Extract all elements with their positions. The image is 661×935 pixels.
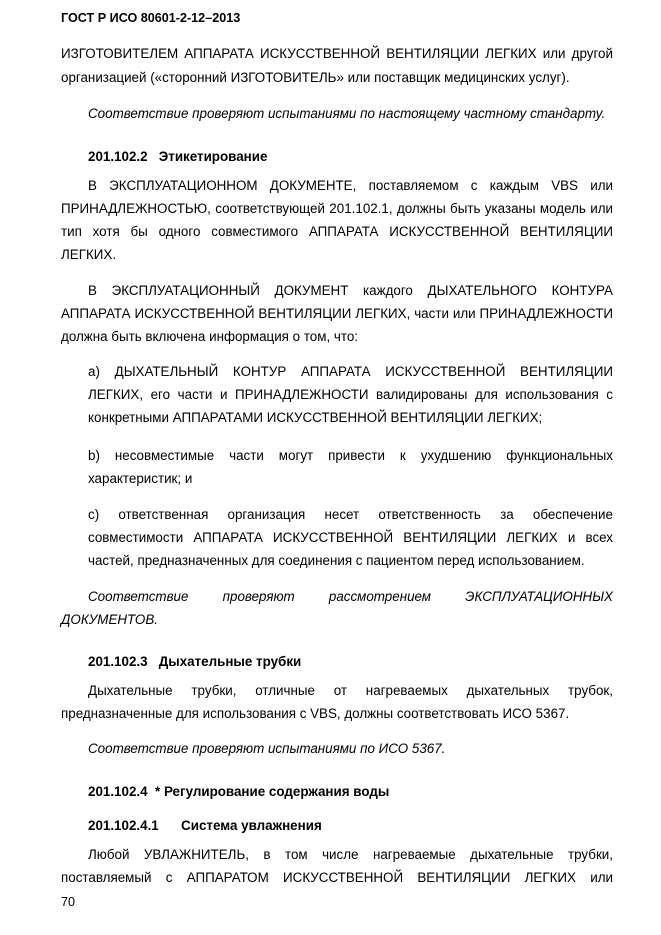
text-line: должна быть включена информация о том, что: — [61, 329, 359, 344]
page-number: 70 — [61, 895, 76, 909]
list-item-a-cont: конкретными АППАРАТАМИ ИСКУССТВЕННОЙ ВЕНТИЛЯЦИИ ЛЕГКИХ; — [88, 410, 543, 425]
compliance-note: Соответствие проверяют испытаниями по ИСО 5367. — [88, 741, 446, 756]
text-line: АППАРАТА ИСКУССТВЕННОЙ ВЕНТИЛЯЦИИ ЛЕГКИХ, части или ПРИНАДЛЕЖНОСТИ — [61, 306, 613, 321]
compliance-note: Соответствие проверяют испытаниями по настоящему частному стандарту. — [88, 106, 606, 121]
text-line: предназначенные для использования с VBS, должны соответствовать ИСО 5367. — [61, 706, 570, 721]
section-heading: 201.102.3 Дыхательные трубки — [88, 654, 302, 669]
list-item-c: c) ответственная организация несет ответственность за обеспечение — [88, 507, 613, 522]
compliance-note: Соответствие проверяют рассмотрением ЭКСПЛУАТАЦИОННЫХ — [88, 589, 613, 604]
subsection-heading: 201.102.4.1 Система увлажнения — [88, 818, 322, 833]
list-item-b-cont: характеристик; и — [88, 471, 193, 486]
text-line: организацией («сторонний ИЗГОТОВИТЕЛЬ» или поставщик медицинских услуг). — [61, 70, 570, 85]
text-line: ПРИНАДЛЕЖНОСТЬЮ, соответствующей 201.102.1, должны быть указаны модель или — [61, 201, 613, 216]
text-line: Любой УВЛАЖНИТЕЛЬ, в том числе нагреваемые дыхательные трубки, — [88, 847, 613, 862]
list-item-b: b) несовместимые части могут привести к ухудшению функциональных — [88, 448, 613, 463]
list-item-a-cont: ЛЕГКИХ, его части и ПРИНАДЛЕЖНОСТИ валидированы для использования с — [88, 387, 613, 402]
text-line: В ЭКСПЛУАТАЦИОННОМ ДОКУМЕНТЕ, поставляемом с каждым VBS или — [88, 178, 613, 193]
text-line: Дыхательные трубки, отличные от нагреваемых дыхательных трубок, — [88, 683, 613, 698]
compliance-note-cont: ДОКУМЕНТОВ. — [61, 612, 159, 627]
text-line: ИЗГОТОВИТЕЛЕМ АППАРАТА ИСКУССТВЕННОЙ ВЕНТИЛЯЦИИ ЛЕГКИХ или другой — [61, 46, 613, 61]
text-line: ЛЕГКИХ. — [61, 247, 117, 262]
list-item-c-cont: частей, предназначенных для соединения с пациентом перед использованием. — [88, 553, 585, 568]
text-line: поставляемый с АППАРАТОМ ИСКУССТВЕННОЙ ВЕНТИЛЯЦИИ ЛЕГКИХ или — [61, 870, 613, 885]
section-heading: 201.102.2 Этикетирование — [88, 149, 268, 164]
list-item-a: a) ДЫХАТЕЛЬНЫЙ КОНТУР АППАРАТА ИСКУССТВЕННОЙ ВЕНТИЛЯЦИИ — [88, 364, 613, 379]
text-line: В ЭКСПЛУАТАЦИОННЫЙ ДОКУМЕНТ каждого ДЫХАТЕЛЬНОГО КОНТУРА — [88, 283, 613, 298]
section-heading: 201.102.4 * Регулирование содержания воды — [88, 784, 390, 799]
list-item-c-cont: совместимости АППАРАТА ИСКУССТВЕННОЙ ВЕНТИЛЯЦИИ ЛЕГКИХ и всех — [88, 530, 613, 545]
document-header: ГОСТ Р ИСО 80601-2-12–2013 — [61, 11, 241, 25]
text-line: тип хотя бы одного совместимого АППАРАТА ИСКУССТВЕННОЙ ВЕНТИЛЯЦИИ — [61, 224, 613, 239]
